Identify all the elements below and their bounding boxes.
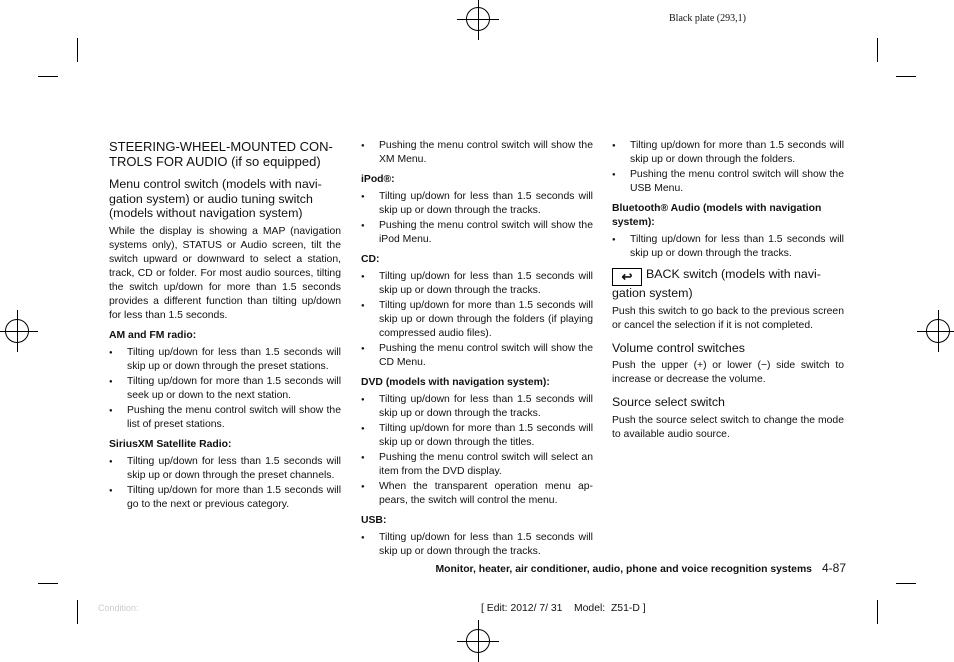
registration-mark — [466, 7, 490, 31]
bullet-item: ● Tilting up/down for less than 1.5 seconds will skip up or down through the preset stations. — [109, 346, 341, 374]
bullet-item: ● Pushing the menu control switch will show the XM Menu. — [361, 139, 593, 167]
edit-info: [ Edit: 2012/ 7/ 31 Model: Z51-D ] — [481, 603, 646, 614]
bold-subheading: DVD (models with navigation system): — [361, 377, 550, 388]
crop-mark — [38, 583, 58, 584]
bullet-item: ● Tilting up/down for more than 1.5 seconds will seek up or down to the next station. — [109, 375, 341, 403]
bold-subheading: SiriusXM Satellite Radio: — [109, 438, 232, 450]
subsection-heading: Volume control switches — [612, 340, 745, 355]
crop-mark — [896, 76, 916, 77]
column-left — [109, 139, 341, 513]
bullet-item: ● Tilting up/down for less than 1.5 seconds will skip up or down through the tracks. — [361, 531, 593, 559]
section-heading: STEERING-WHEEL-MOUNTED CON- TROLS FOR AUDIO (if so equipped) — [109, 139, 333, 169]
bold-subheading: Bluetooth® Audio (models with navigation system): — [612, 203, 822, 228]
crop-mark — [877, 600, 878, 624]
condition-label: Condition: — [98, 603, 139, 613]
bullet-item: ● Tilting up/down for less than 1.5 seconds will skip up or down through the tracks. — [361, 270, 593, 298]
bullet-item: ● Pushing the menu control switch will show the iPod Menu. — [361, 219, 593, 247]
subsection-heading — [612, 267, 844, 301]
plate-label: Black plate (293,1) — [669, 13, 746, 24]
back-arrow-icon: ↩ — [612, 268, 642, 286]
paragraph: Push this switch to go back to the previous screen or cancel the selection if it is not completed. — [612, 305, 844, 331]
crop-mark — [77, 600, 78, 624]
registration-mark — [5, 319, 29, 343]
column-middle — [361, 139, 593, 560]
paragraph: Push the source select switch to change the mode to available audio source. — [612, 414, 844, 440]
subsection-heading: Source select switch — [612, 395, 725, 409]
bullet-item: ● Tilting up/down for less than 1.5 seconds will skip up or down through the tracks. — [361, 190, 593, 218]
bullet-item: ● Pushing the menu control switch will show the USB Menu. — [612, 168, 844, 196]
bullet-item: ● Tilting up/down for more than 1.5 seconds will go to the next or previous category. — [109, 484, 341, 512]
bullet-item: ● Pushing the menu control switch will show the CD Menu. — [361, 342, 593, 370]
bold-subheading: CD: — [361, 254, 380, 265]
bullet-item: ● Tilting up/down for less than 1.5 seconds will skip up or down through the tracks. — [612, 233, 844, 261]
bold-subheading: iPod®: — [361, 174, 395, 185]
bullet-item: ● Tilting up/down for more than 1.5 seconds will skip up or down through the folders. — [612, 139, 844, 167]
subsection-heading: Menu control switch (models with navi- gation system) or audio tuning switch (models without navigation system) — [109, 177, 322, 220]
bullet-item: ● Pushing the menu control switch will show the list of preset stations. — [109, 404, 341, 432]
bullet-item: ● Tilting up/down for more than 1.5 seconds will skip up or down through the folders (if playing compressed audio files). — [361, 299, 593, 341]
bullet-item: ● Pushing the menu control switch will select an item from the DVD display. — [361, 451, 593, 479]
paragraph: While the display is showing a MAP (navigation systems only), STATUS or Audio screen, tilt the switch upward or downward to select a station, track, CD or folder. For most audio sources, tilting the switch up/down for more than 1.5 seconds provides a different function than tilting up/down for less than 1.5 seconds. — [109, 225, 341, 321]
column-right — [612, 139, 844, 447]
bold-subheading: AM and FM radio: — [109, 329, 197, 341]
crop-mark — [896, 583, 916, 584]
section-title: Monitor, heater, air conditioner, audio, phone and voice recognition systems — [435, 564, 812, 575]
crop-mark — [38, 76, 58, 77]
bullet-item: ● Tilting up/down for less than 1.5 seconds will skip up or down through the tracks. — [361, 393, 593, 421]
page-footer — [436, 561, 846, 575]
bullet-item: ● When the transparent operation menu ap- pears, the switch will control the menu. — [361, 480, 593, 508]
crop-mark — [877, 38, 878, 62]
heading-text: BACK switch (models with navi- gation system) — [612, 267, 821, 300]
bold-subheading: USB: — [361, 515, 387, 526]
registration-mark — [466, 629, 490, 653]
bullet-item: ● Tilting up/down for less than 1.5 seconds will skip up or down through the preset channels. — [109, 455, 341, 483]
crop-mark — [77, 38, 78, 62]
registration-mark — [926, 319, 950, 343]
page-number: 4-87 — [821, 561, 846, 575]
paragraph: Push the upper (+) or lower (−) side switch to increase or decrease the volume. — [612, 360, 844, 385]
bullet-item: ● Tilting up/down for more than 1.5 seconds will skip up or down through the titles. — [361, 422, 593, 450]
